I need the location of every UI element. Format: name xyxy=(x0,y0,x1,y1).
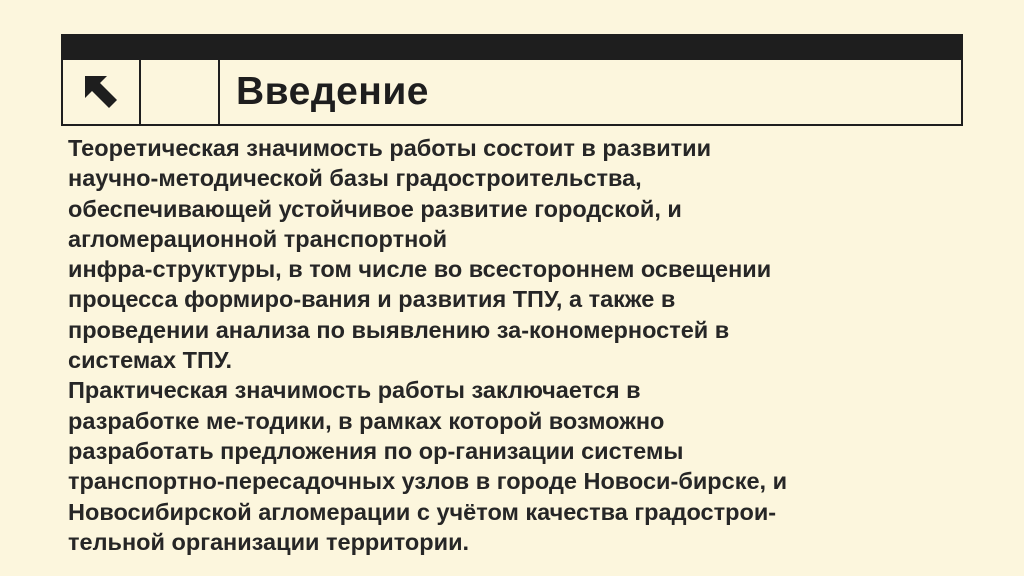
slide-header xyxy=(61,60,963,126)
body-line: научно-методической базы градостроительства, xyxy=(68,165,642,192)
body-line: системах ТПУ. xyxy=(68,347,233,374)
title-cell xyxy=(220,60,961,124)
body-line: процесса формиро-вания и развития ТПУ, а также в xyxy=(68,286,676,313)
body-line: Новосибирской агломерации с учётом качества градострои- xyxy=(68,498,777,525)
empty-cell xyxy=(141,60,220,124)
body-line: Практическая значимость работы заключается в xyxy=(68,377,641,404)
body-line: Теоретическая значимость работы состоит в развитии xyxy=(68,135,712,161)
body-line: разработать предложения по ор-ганизации системы xyxy=(68,437,684,464)
header-top-bar xyxy=(61,34,963,60)
body-line: обеспечивающей устойчивое развитие городской, и xyxy=(68,195,682,222)
body-line: тельной организации территории. xyxy=(68,528,470,555)
body-line: транспортно-пересадочных узлов в городе Новоси-бирске, и xyxy=(68,468,788,495)
body-line: разработке ме-тодики, в рамках которой возможно xyxy=(68,407,665,434)
body-line: агломерационной транспортной xyxy=(68,225,448,252)
body-line: инфра-структуры, в том числе во всестороннем освещении xyxy=(68,256,772,283)
slide-title: Введение xyxy=(236,70,429,113)
body-text xyxy=(68,133,968,557)
body-line: проведении анализа по выявлению за-кономерностей в xyxy=(68,316,730,343)
arrow-up-left-icon xyxy=(83,74,119,110)
icon-cell xyxy=(63,60,141,124)
